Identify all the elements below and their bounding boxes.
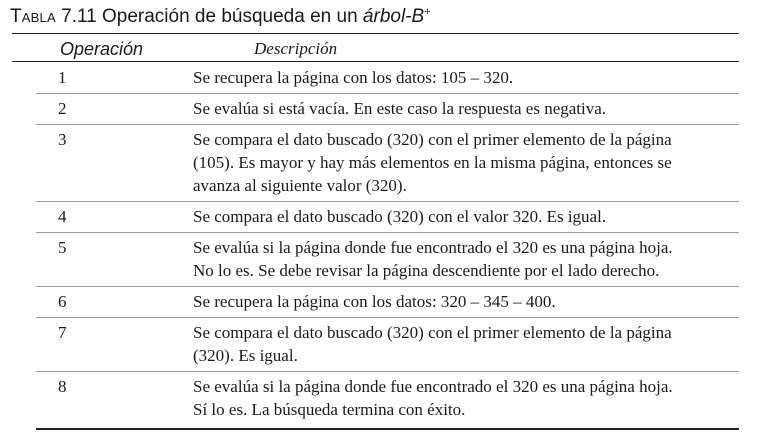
column-header-description: Descripción — [254, 39, 338, 58]
description-line: Se compara el dato buscado (320) con el valor 320. Es igual. — [193, 207, 607, 226]
description-line: Se recupera la página con los datos: 105 – 320. — [193, 68, 514, 87]
table-header-rule — [12, 61, 739, 62]
row-separator — [36, 232, 739, 233]
table-row — [0, 375, 757, 421]
operation-number: 1 — [58, 68, 67, 87]
operation-description — [193, 290, 741, 313]
row-separator — [36, 286, 739, 287]
row-separator — [36, 124, 739, 125]
description-line: Sí lo es. La búsqueda termina con éxito. — [193, 400, 466, 419]
operation-description — [193, 128, 741, 197]
operation-number: 6 — [58, 292, 67, 311]
operation-number: 3 — [58, 130, 67, 149]
column-header-operation: Operación — [60, 39, 144, 59]
table-row — [0, 290, 757, 313]
row-separator — [36, 201, 739, 202]
description-line: Se compara el dato buscado (320) con el primer elemento de la página — [193, 130, 672, 149]
table-body — [0, 66, 757, 429]
table-caption — [10, 4, 431, 30]
operation-number: 2 — [58, 99, 67, 118]
operation-number: 8 — [58, 377, 67, 396]
table-row — [0, 205, 757, 228]
operation-description — [193, 375, 741, 421]
description-line: Se evalúa si la página donde fue encontrado el 320 es una página hoja. — [193, 238, 673, 257]
description-line: Se recupera la página con los datos: 320 – 345 – 400. — [193, 292, 556, 311]
operation-description — [193, 236, 741, 282]
description-line: Se evalúa si está vacía. En este caso la respuesta es negativa. — [193, 99, 607, 118]
table-top-rule — [12, 33, 739, 34]
operation-description — [193, 97, 741, 120]
description-line: Se compara el dato buscado (320) con el primer elemento de la página — [193, 323, 672, 342]
description-line: (320). Es igual. — [193, 346, 298, 365]
caption-emphasis: árbol-B — [362, 6, 425, 27]
table-row — [0, 97, 757, 120]
table-row — [0, 128, 757, 197]
description-line: No lo es. Se debe revisar la página descendiente por el lado derecho. — [193, 261, 660, 280]
description-line: (105). Es mayor y hay más elementos en la misma página, entonces se — [193, 153, 672, 172]
table-bottom-rule — [36, 428, 739, 430]
row-separator — [36, 93, 739, 94]
operation-number: 5 — [58, 238, 67, 257]
table-row — [0, 236, 757, 282]
operation-number: 7 — [58, 323, 67, 342]
row-separator — [36, 371, 739, 372]
table-row — [0, 66, 757, 89]
caption-superscript: + — [424, 6, 431, 18]
operation-description — [193, 321, 741, 367]
operation-description — [193, 205, 741, 228]
table-row — [0, 321, 757, 367]
description-line: Se evalúa si la página donde fue encontrado el 320 es una página hoja. — [193, 377, 673, 396]
caption-label: Tabla — [10, 6, 56, 27]
operation-description — [193, 66, 741, 89]
row-separator — [36, 317, 739, 318]
caption-title: 7.11 Operación de búsqueda en un — [55, 6, 363, 27]
operation-number: 4 — [58, 207, 67, 226]
description-line: avanza al siguiente valor (320). — [193, 176, 407, 195]
